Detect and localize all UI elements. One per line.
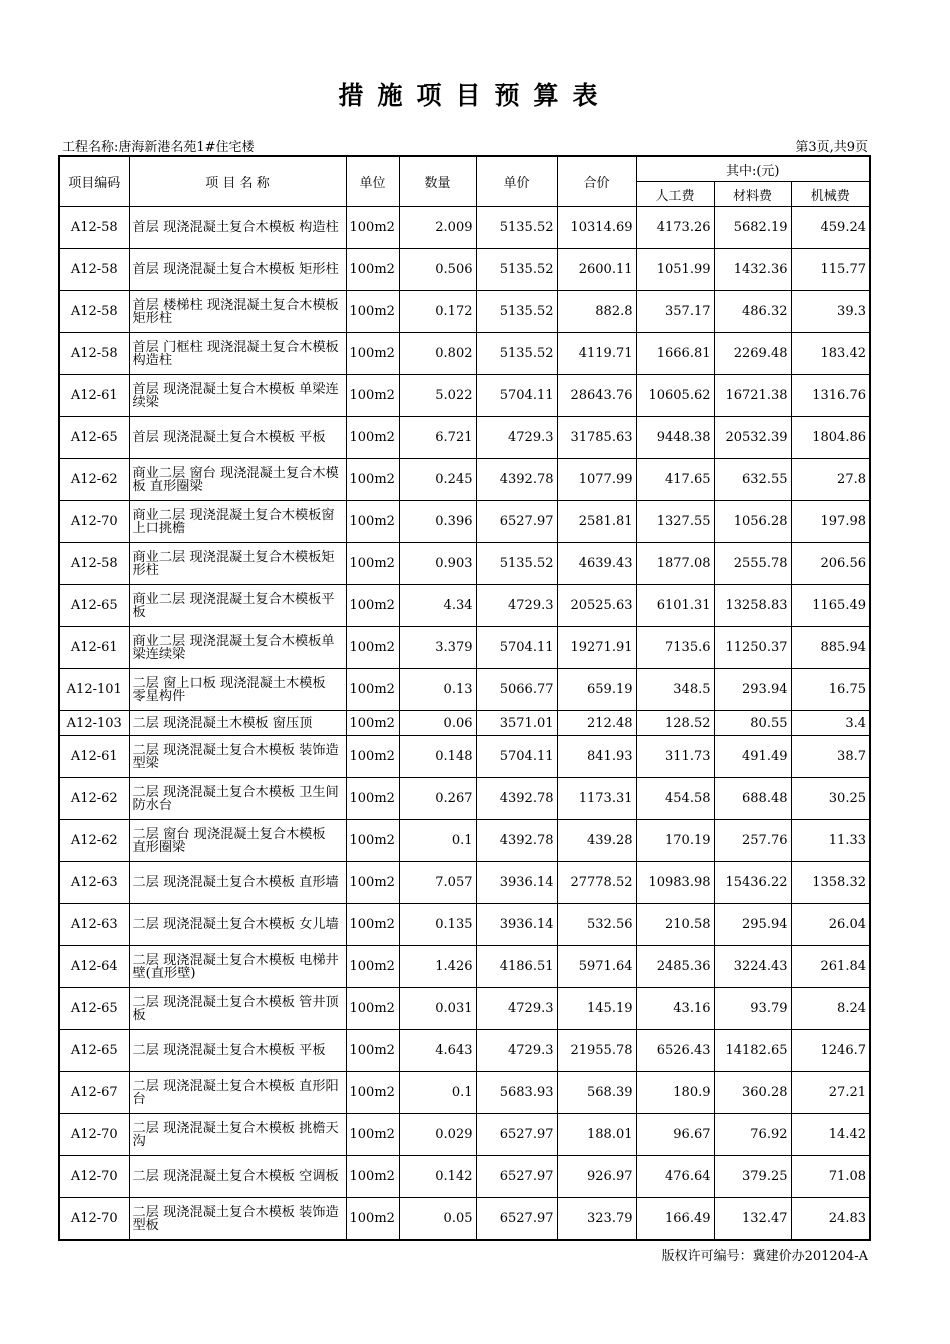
table-row — [59, 543, 870, 585]
cell-total: 188.01 — [557, 1114, 636, 1156]
cell-price: 4392.78 — [476, 459, 557, 501]
cell-name: 二层 现浇混凝土复合木模板 直形墙 — [129, 862, 346, 904]
cell-qty: 0.142 — [399, 1156, 476, 1198]
cell-machine: 71.08 — [791, 1156, 870, 1198]
cell-qty: 0.267 — [399, 778, 476, 820]
cell-labor: 10983.98 — [636, 862, 714, 904]
cell-total: 882.8 — [557, 291, 636, 333]
cell-code: A12-62 — [59, 459, 129, 501]
cell-unit: 100m2 — [346, 1156, 399, 1198]
cell-machine: 16.75 — [791, 669, 870, 711]
cell-total: 19271.91 — [557, 627, 636, 669]
cell-total: 21955.78 — [557, 1030, 636, 1072]
cell-price: 4729.3 — [476, 417, 557, 459]
table-row — [59, 946, 870, 988]
cell-code: A12-62 — [59, 820, 129, 862]
cell-code: A12-58 — [59, 333, 129, 375]
cell-unit: 100m2 — [346, 946, 399, 988]
cell-machine: 30.25 — [791, 778, 870, 820]
cell-machine: 1358.32 — [791, 862, 870, 904]
cell-machine: 1246.7 — [791, 1030, 870, 1072]
cell-total: 20525.63 — [557, 585, 636, 627]
cell-price: 4392.78 — [476, 820, 557, 862]
cell-machine: 197.98 — [791, 501, 870, 543]
cell-price: 6527.97 — [476, 501, 557, 543]
cell-machine: 26.04 — [791, 904, 870, 946]
cell-material: 16721.38 — [714, 375, 791, 417]
cell-total: 2600.11 — [557, 249, 636, 291]
table-row — [59, 820, 870, 862]
cell-price: 4729.3 — [476, 585, 557, 627]
table-row — [59, 459, 870, 501]
cell-qty: 4.34 — [399, 585, 476, 627]
cell-material: 1432.36 — [714, 249, 791, 291]
cell-total: 31785.63 — [557, 417, 636, 459]
cell-qty: 0.06 — [399, 711, 476, 736]
cell-unit: 100m2 — [346, 249, 399, 291]
cell-material: 360.28 — [714, 1072, 791, 1114]
cell-total: 2581.81 — [557, 501, 636, 543]
cell-material: 293.94 — [714, 669, 791, 711]
cell-labor: 417.65 — [636, 459, 714, 501]
cell-qty: 4.643 — [399, 1030, 476, 1072]
cell-price: 6527.97 — [476, 1156, 557, 1198]
cell-qty: 0.903 — [399, 543, 476, 585]
cell-labor: 128.52 — [636, 711, 714, 736]
table-row — [59, 627, 870, 669]
cell-material: 5682.19 — [714, 207, 791, 249]
cell-code: A12-63 — [59, 862, 129, 904]
col-header-name: 项 目 名 称 — [129, 156, 346, 207]
cell-name: 二层 窗台 现浇混凝土复合木模板 直形圈梁 — [129, 820, 346, 862]
cell-code: A12-61 — [59, 627, 129, 669]
cell-unit: 100m2 — [346, 543, 399, 585]
cell-total: 28643.76 — [557, 375, 636, 417]
cell-qty: 2.009 — [399, 207, 476, 249]
table-row — [59, 1072, 870, 1114]
cell-code: A12-61 — [59, 375, 129, 417]
cell-unit: 100m2 — [346, 501, 399, 543]
cell-code: A12-65 — [59, 585, 129, 627]
cell-price: 5135.52 — [476, 291, 557, 333]
cell-code: A12-70 — [59, 1156, 129, 1198]
cell-material: 257.76 — [714, 820, 791, 862]
cell-labor: 4173.26 — [636, 207, 714, 249]
cell-total: 145.19 — [557, 988, 636, 1030]
cell-name: 商业二层 现浇混凝土复合木模板平板 — [129, 585, 346, 627]
cell-machine: 27.21 — [791, 1072, 870, 1114]
cell-name: 二层 现浇混凝土复合木模板 电梯井壁(直形壁) — [129, 946, 346, 988]
cell-machine: 27.8 — [791, 459, 870, 501]
cell-machine: 183.42 — [791, 333, 870, 375]
cell-name: 二层 窗上口板 现浇混凝土木模板 零星构件 — [129, 669, 346, 711]
table-row — [59, 862, 870, 904]
cell-unit: 100m2 — [346, 417, 399, 459]
col-header-code: 项目编码 — [59, 156, 129, 207]
cell-price: 4729.3 — [476, 1030, 557, 1072]
cell-labor: 9448.38 — [636, 417, 714, 459]
cell-machine: 14.42 — [791, 1114, 870, 1156]
table-row — [59, 711, 870, 736]
cell-price: 4392.78 — [476, 778, 557, 820]
cell-qty: 0.13 — [399, 669, 476, 711]
cell-unit: 100m2 — [346, 333, 399, 375]
page-title: 措施项目预算表 — [338, 81, 612, 110]
cell-qty: 0.1 — [399, 1072, 476, 1114]
cell-material: 11250.37 — [714, 627, 791, 669]
cell-qty: 0.1 — [399, 820, 476, 862]
cell-machine: 1804.86 — [791, 417, 870, 459]
cell-unit: 100m2 — [346, 988, 399, 1030]
cell-machine: 24.83 — [791, 1198, 870, 1241]
cell-code: A12-65 — [59, 1030, 129, 1072]
col-header-labor: 人工费 — [636, 182, 714, 207]
table-row — [59, 249, 870, 291]
cell-price: 5135.52 — [476, 333, 557, 375]
cell-price: 5704.11 — [476, 736, 557, 778]
cell-code: A12-103 — [59, 711, 129, 736]
cell-price: 5683.93 — [476, 1072, 557, 1114]
cell-labor: 170.19 — [636, 820, 714, 862]
cell-name: 二层 现浇混凝土复合木模板 卫生间防水台 — [129, 778, 346, 820]
project-label: 工程名称: — [62, 140, 119, 155]
cell-total: 27778.52 — [557, 862, 636, 904]
cell-unit: 100m2 — [346, 820, 399, 862]
cell-qty: 0.802 — [399, 333, 476, 375]
cell-unit: 100m2 — [346, 375, 399, 417]
cell-labor: 476.64 — [636, 1156, 714, 1198]
cell-qty: 0.506 — [399, 249, 476, 291]
cell-total: 926.97 — [557, 1156, 636, 1198]
cell-name: 商业二层 窗台 现浇混凝土复合木模板 直形圈梁 — [129, 459, 346, 501]
cell-price: 5704.11 — [476, 627, 557, 669]
cell-name: 首层 现浇混凝土复合木模板 平板 — [129, 417, 346, 459]
cell-unit: 100m2 — [346, 459, 399, 501]
cell-material: 20532.39 — [714, 417, 791, 459]
table-row — [59, 778, 870, 820]
cell-code: A12-58 — [59, 291, 129, 333]
cell-name: 二层 现浇混凝土木模板 窗压顶 — [129, 711, 346, 736]
cell-price: 3571.01 — [476, 711, 557, 736]
cell-machine: 206.56 — [791, 543, 870, 585]
cell-labor: 210.58 — [636, 904, 714, 946]
table-header — [59, 156, 870, 207]
cell-total: 532.56 — [557, 904, 636, 946]
cell-qty: 0.172 — [399, 291, 476, 333]
cell-total: 4119.71 — [557, 333, 636, 375]
cell-total: 1173.31 — [557, 778, 636, 820]
cell-total: 568.39 — [557, 1072, 636, 1114]
project-name-line — [62, 136, 255, 155]
cell-price: 5135.52 — [476, 207, 557, 249]
cell-qty: 0.135 — [399, 904, 476, 946]
cell-unit: 100m2 — [346, 585, 399, 627]
cell-code: A12-101 — [59, 669, 129, 711]
cell-labor: 180.9 — [636, 1072, 714, 1114]
cell-unit: 100m2 — [346, 1198, 399, 1241]
cell-unit: 100m2 — [346, 778, 399, 820]
col-header-unit: 单位 — [346, 156, 399, 207]
cell-name: 二层 现浇混凝土复合木模板 女儿墙 — [129, 904, 346, 946]
cell-total: 5971.64 — [557, 946, 636, 988]
cell-unit: 100m2 — [346, 1114, 399, 1156]
table-row — [59, 1156, 870, 1198]
cell-material: 486.32 — [714, 291, 791, 333]
cell-code: A12-63 — [59, 904, 129, 946]
cell-material: 632.55 — [714, 459, 791, 501]
cell-qty: 7.057 — [399, 862, 476, 904]
cell-material: 379.25 — [714, 1156, 791, 1198]
cell-unit: 100m2 — [346, 207, 399, 249]
cell-unit: 100m2 — [346, 904, 399, 946]
table-row — [59, 333, 870, 375]
cell-material: 93.79 — [714, 988, 791, 1030]
cell-machine: 8.24 — [791, 988, 870, 1030]
cell-machine: 1165.49 — [791, 585, 870, 627]
cell-labor: 1666.81 — [636, 333, 714, 375]
col-header-price: 单价 — [476, 156, 557, 207]
cell-name: 首层 现浇混凝土复合木模板 构造柱 — [129, 207, 346, 249]
cell-labor: 454.58 — [636, 778, 714, 820]
cell-qty: 0.029 — [399, 1114, 476, 1156]
col-header-machine: 机械费 — [791, 182, 870, 207]
col-header-material: 材料费 — [714, 182, 791, 207]
table-row — [59, 1030, 870, 1072]
cell-price: 6527.97 — [476, 1198, 557, 1241]
cell-labor: 6526.43 — [636, 1030, 714, 1072]
cell-code: A12-70 — [59, 1198, 129, 1241]
cell-labor: 43.16 — [636, 988, 714, 1030]
cell-name: 二层 现浇混凝土复合木模板 直形阳台 — [129, 1072, 346, 1114]
cell-price: 3936.14 — [476, 904, 557, 946]
cell-labor: 166.49 — [636, 1198, 714, 1241]
cell-code: A12-58 — [59, 207, 129, 249]
cell-price: 5135.52 — [476, 543, 557, 585]
cell-total: 4639.43 — [557, 543, 636, 585]
cell-qty: 0.148 — [399, 736, 476, 778]
cell-price: 5704.11 — [476, 375, 557, 417]
project-name: 唐海新港名苑1#住宅楼 — [118, 140, 255, 155]
cell-total: 841.93 — [557, 736, 636, 778]
copyright-footer: 版权许可编号：冀建价办201204-A — [661, 1249, 868, 1264]
cell-qty: 1.426 — [399, 946, 476, 988]
cell-code: A12-65 — [59, 988, 129, 1030]
table-row — [59, 207, 870, 249]
cell-labor: 1877.08 — [636, 543, 714, 585]
cell-qty: 3.379 — [399, 627, 476, 669]
table-row — [59, 291, 870, 333]
cell-labor: 348.5 — [636, 669, 714, 711]
cell-code: A12-67 — [59, 1072, 129, 1114]
cell-material: 13258.83 — [714, 585, 791, 627]
cell-machine: 885.94 — [791, 627, 870, 669]
cell-labor: 311.73 — [636, 736, 714, 778]
cell-total: 323.79 — [557, 1198, 636, 1241]
col-header-total: 合价 — [557, 156, 636, 207]
table-row — [59, 585, 870, 627]
cell-unit: 100m2 — [346, 627, 399, 669]
cell-name: 首层 现浇混凝土复合木模板 单梁连续梁 — [129, 375, 346, 417]
cell-name: 商业二层 现浇混凝土复合木模板单梁连续梁 — [129, 627, 346, 669]
cell-unit: 100m2 — [346, 291, 399, 333]
cell-labor: 1327.55 — [636, 501, 714, 543]
cell-price: 4186.51 — [476, 946, 557, 988]
cell-code: A12-70 — [59, 1114, 129, 1156]
cell-price: 5135.52 — [476, 249, 557, 291]
cell-qty: 0.396 — [399, 501, 476, 543]
table-row — [59, 988, 870, 1030]
cell-name: 二层 现浇混凝土复合木模板 装饰造型板 — [129, 1198, 346, 1241]
cell-material: 491.49 — [714, 736, 791, 778]
table-row — [59, 1198, 870, 1241]
cell-labor: 357.17 — [636, 291, 714, 333]
cell-price: 5066.77 — [476, 669, 557, 711]
cell-labor: 2485.36 — [636, 946, 714, 988]
cell-qty: 0.031 — [399, 988, 476, 1030]
cell-machine: 459.24 — [791, 207, 870, 249]
cell-unit: 100m2 — [346, 736, 399, 778]
cell-code: A12-65 — [59, 417, 129, 459]
cell-total: 10314.69 — [557, 207, 636, 249]
cell-name: 首层 楼梯柱 现浇混凝土复合木模板 矩形柱 — [129, 291, 346, 333]
cell-name: 商业二层 现浇混凝土复合木模板矩形柱 — [129, 543, 346, 585]
cell-material: 2269.48 — [714, 333, 791, 375]
table-body — [59, 207, 870, 1241]
cell-name: 二层 现浇混凝土复合木模板 平板 — [129, 1030, 346, 1072]
cell-machine: 261.84 — [791, 946, 870, 988]
cell-labor: 7135.6 — [636, 627, 714, 669]
cell-labor: 6101.31 — [636, 585, 714, 627]
cell-machine: 3.4 — [791, 711, 870, 736]
table-row — [59, 904, 870, 946]
cell-name: 首层 门框柱 现浇混凝土复合木模板 构造柱 — [129, 333, 346, 375]
cell-machine: 11.33 — [791, 820, 870, 862]
budget-table — [58, 155, 871, 1241]
cell-code: A12-70 — [59, 501, 129, 543]
cell-name: 首层 现浇混凝土复合木模板 矩形柱 — [129, 249, 346, 291]
cell-name: 二层 现浇混凝土复合木模板 空调板 — [129, 1156, 346, 1198]
cell-price: 6527.97 — [476, 1114, 557, 1156]
cell-machine: 38.7 — [791, 736, 870, 778]
cell-name: 二层 现浇混凝土复合木模板 装饰造型梁 — [129, 736, 346, 778]
cell-price: 4729.3 — [476, 988, 557, 1030]
cell-labor: 10605.62 — [636, 375, 714, 417]
cell-machine: 115.77 — [791, 249, 870, 291]
table-row — [59, 417, 870, 459]
cell-labor: 1051.99 — [636, 249, 714, 291]
cell-unit: 100m2 — [346, 1030, 399, 1072]
cell-name: 二层 现浇混凝土复合木模板 挑檐天沟 — [129, 1114, 346, 1156]
cell-material: 1056.28 — [714, 501, 791, 543]
cell-material: 132.47 — [714, 1198, 791, 1241]
cell-unit: 100m2 — [346, 669, 399, 711]
cell-qty: 6.721 — [399, 417, 476, 459]
page-info: 第3页,共9页 — [795, 140, 868, 155]
cell-material: 2555.78 — [714, 543, 791, 585]
cell-material: 15436.22 — [714, 862, 791, 904]
cell-material: 688.48 — [714, 778, 791, 820]
cell-total: 439.28 — [557, 820, 636, 862]
col-header-among: 其中:(元) — [636, 156, 870, 182]
cell-code: A12-58 — [59, 249, 129, 291]
cell-material: 295.94 — [714, 904, 791, 946]
cell-machine: 39.3 — [791, 291, 870, 333]
cell-price: 3936.14 — [476, 862, 557, 904]
cell-total: 212.48 — [557, 711, 636, 736]
cell-code: A12-64 — [59, 946, 129, 988]
cell-material: 3224.43 — [714, 946, 791, 988]
cell-machine: 1316.76 — [791, 375, 870, 417]
cell-total: 659.19 — [557, 669, 636, 711]
cell-code: A12-62 — [59, 778, 129, 820]
cell-qty: 5.022 — [399, 375, 476, 417]
table-row — [59, 669, 870, 711]
cell-qty: 0.05 — [399, 1198, 476, 1241]
col-header-qty: 数量 — [399, 156, 476, 207]
cell-name: 二层 现浇混凝土复合木模板 管井顶板 — [129, 988, 346, 1030]
table-row — [59, 1114, 870, 1156]
cell-material: 14182.65 — [714, 1030, 791, 1072]
cell-labor: 96.67 — [636, 1114, 714, 1156]
cell-qty: 0.245 — [399, 459, 476, 501]
table-row — [59, 736, 870, 778]
table-row — [59, 375, 870, 417]
cell-name: 商业二层 现浇混凝土复合木模板窗上口挑檐 — [129, 501, 346, 543]
cell-code: A12-58 — [59, 543, 129, 585]
cell-code: A12-61 — [59, 736, 129, 778]
cell-unit: 100m2 — [346, 862, 399, 904]
cell-material: 80.55 — [714, 711, 791, 736]
cell-unit: 100m2 — [346, 711, 399, 736]
cell-unit: 100m2 — [346, 1072, 399, 1114]
table-row — [59, 501, 870, 543]
cell-total: 1077.99 — [557, 459, 636, 501]
cell-material: 76.92 — [714, 1114, 791, 1156]
